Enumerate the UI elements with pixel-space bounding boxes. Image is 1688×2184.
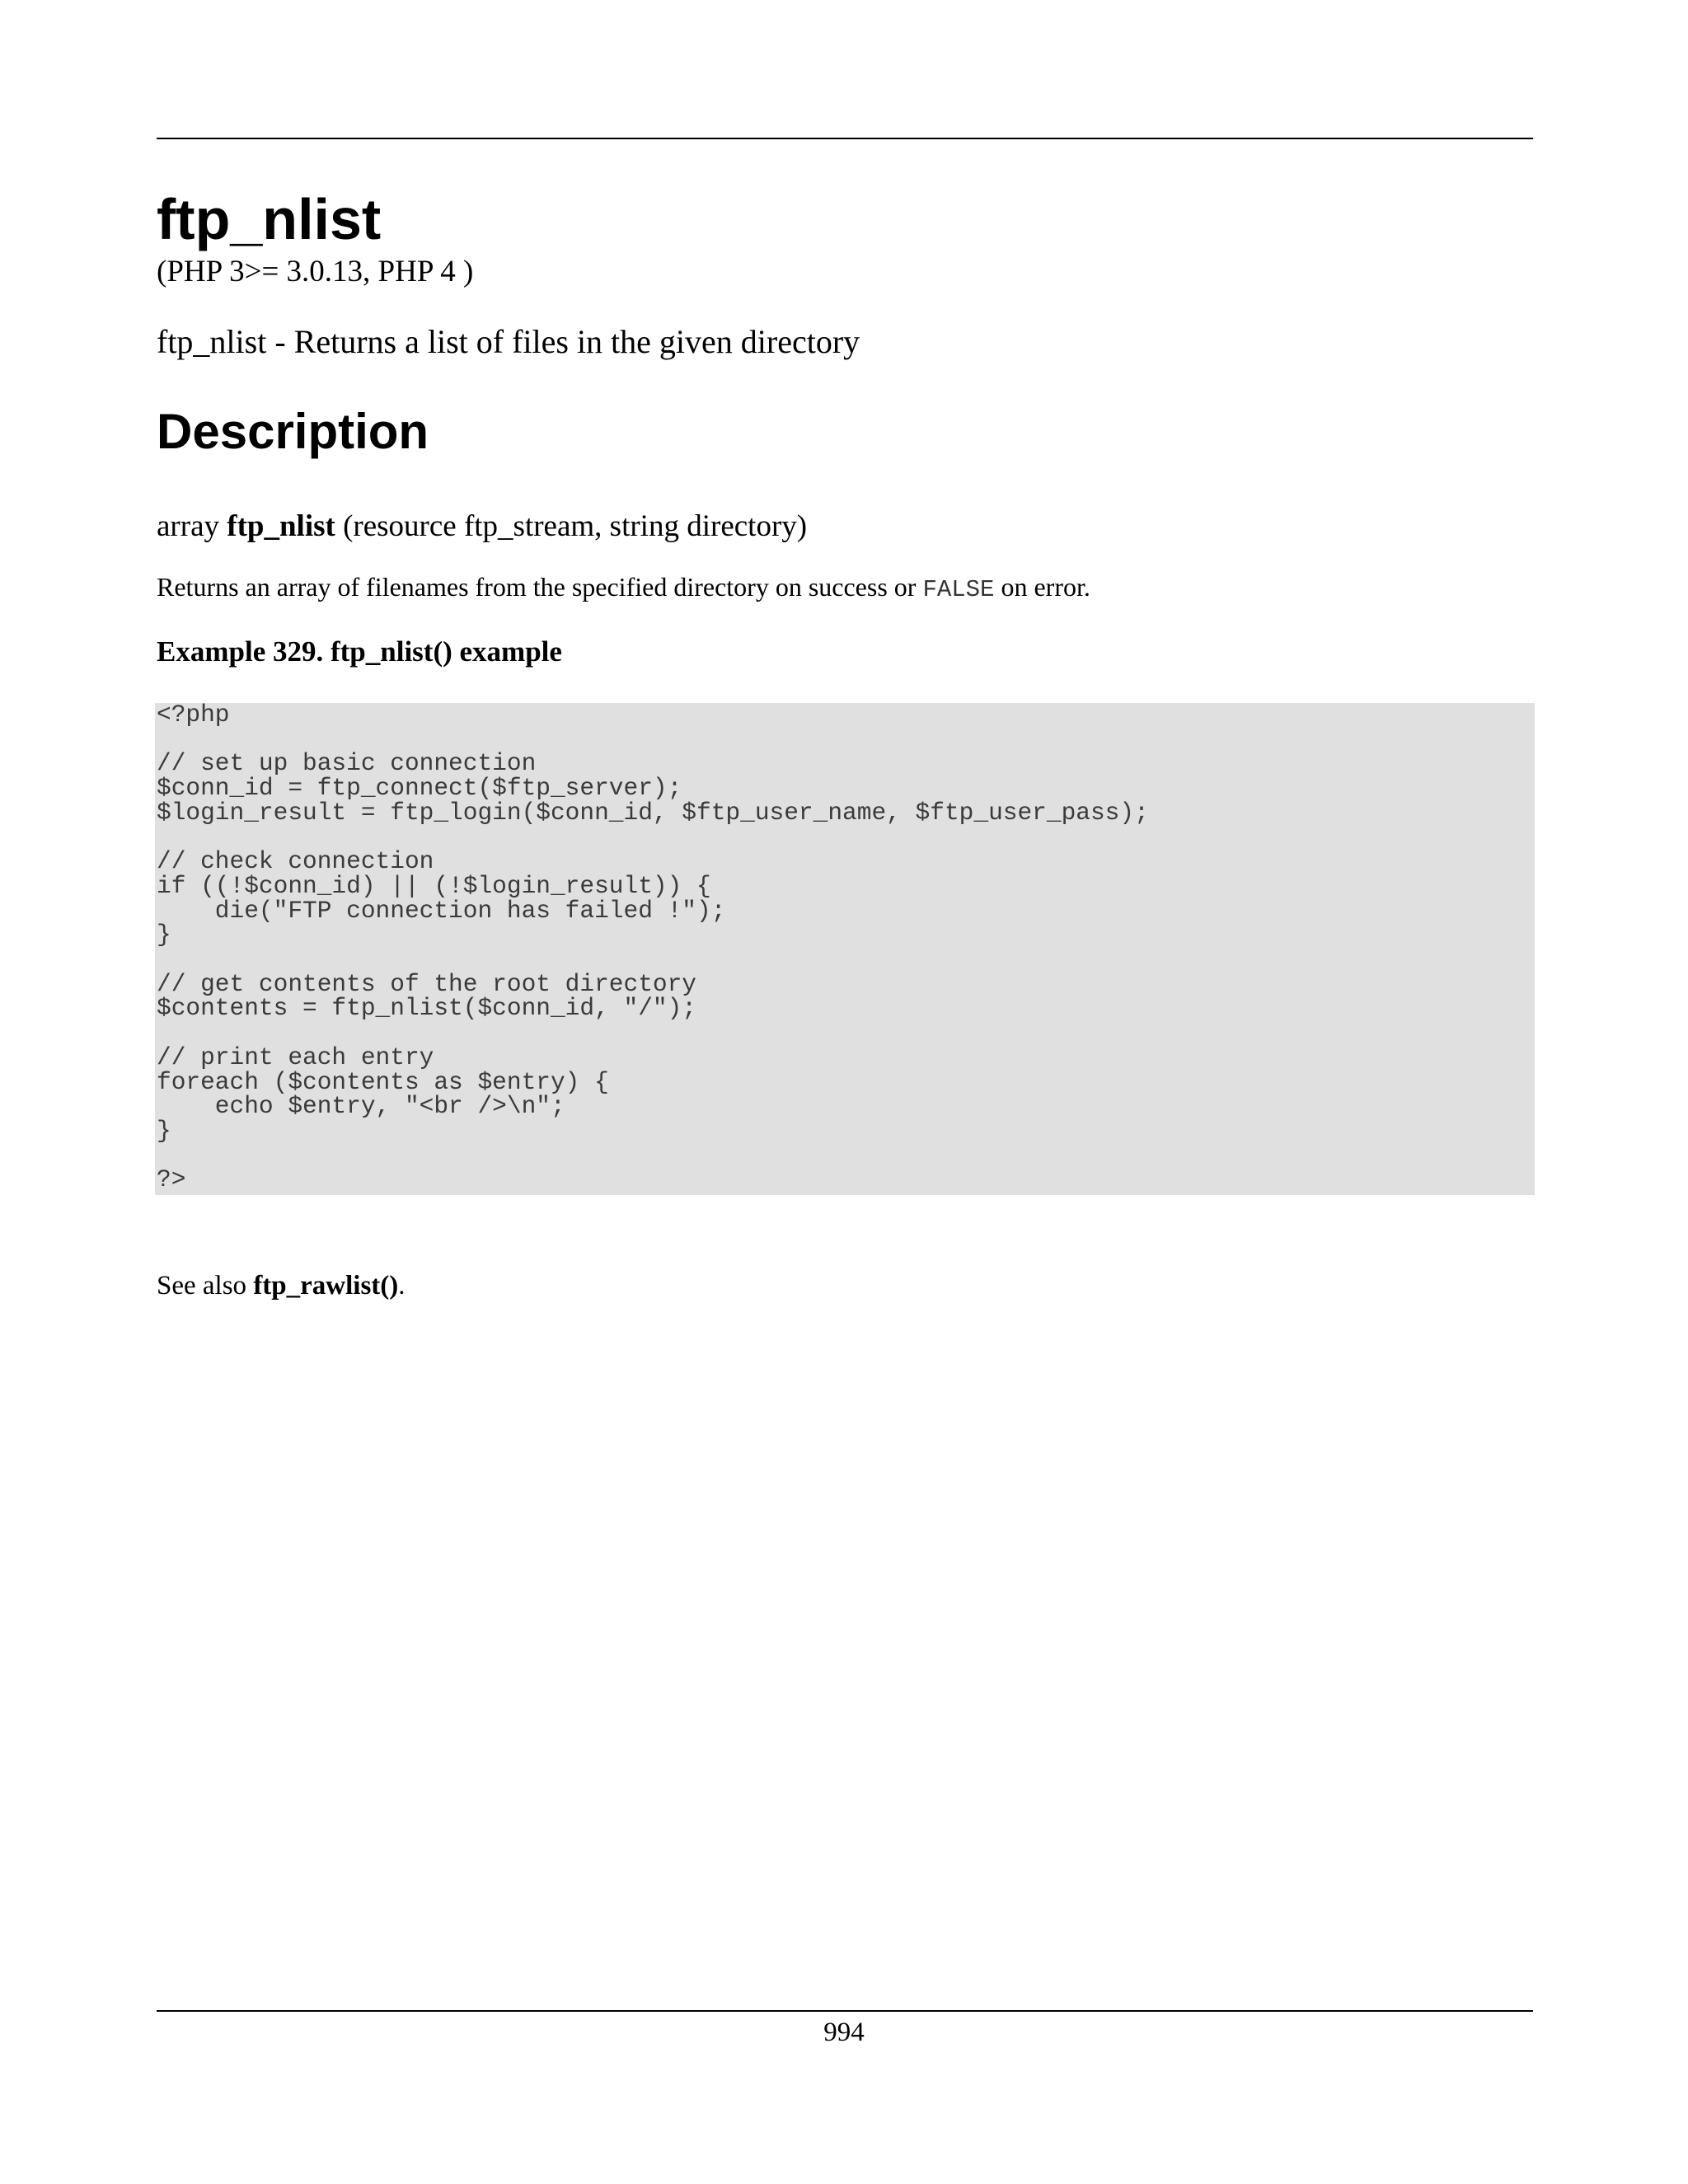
see-also-suffix: . xyxy=(398,1271,406,1301)
return-constant: FALSE xyxy=(922,576,995,603)
example-code: <?php // set up basic connection $conn_id = ftp_connect($ftp_server); $login_result = ftp_login($conn_id, $ftp_user_name, $ftp_user_pass); // check connection if ((!$conn_id) || (!$login_result)) { die("FTP connection has failed !"); } // get contents of the root directory $contents = ftp_nlist($conn_id, "/"); // print each entry foreach ($contents as $entry) { echo $entry, "<br />\n"; } ?> xyxy=(157,701,1149,1194)
description-heading: Description xyxy=(157,404,429,459)
synopsis-function-name: ftp_nlist xyxy=(227,509,335,543)
version-info: (PHP 3>= 3.0.13, PHP 4 ) xyxy=(157,255,474,288)
function-purpose: ftp_nlist - Returns a list of files in the given directory xyxy=(157,323,860,360)
synopsis-params: (resource ftp_stream, string directory) xyxy=(335,509,808,543)
example-title: Example 329. ftp_nlist() example xyxy=(157,635,562,668)
header-rule xyxy=(157,138,1533,139)
return-description xyxy=(157,571,1090,605)
function-synopsis xyxy=(157,509,807,545)
see-also-prefix: See also xyxy=(157,1271,254,1301)
synopsis-return-type: array xyxy=(157,509,227,543)
page-number: 994 xyxy=(823,2018,865,2047)
see-also-link[interactable]: ftp_rawlist() xyxy=(253,1271,399,1301)
page-title: ftp_nlist xyxy=(157,187,382,251)
return-text-after: on error. xyxy=(994,572,1090,602)
return-text-before: Returns an array of filenames from the specified directory on success or xyxy=(157,572,923,602)
see-also xyxy=(157,1270,406,1303)
footer-rule xyxy=(157,2010,1533,2012)
example-code-block xyxy=(155,703,1535,1195)
